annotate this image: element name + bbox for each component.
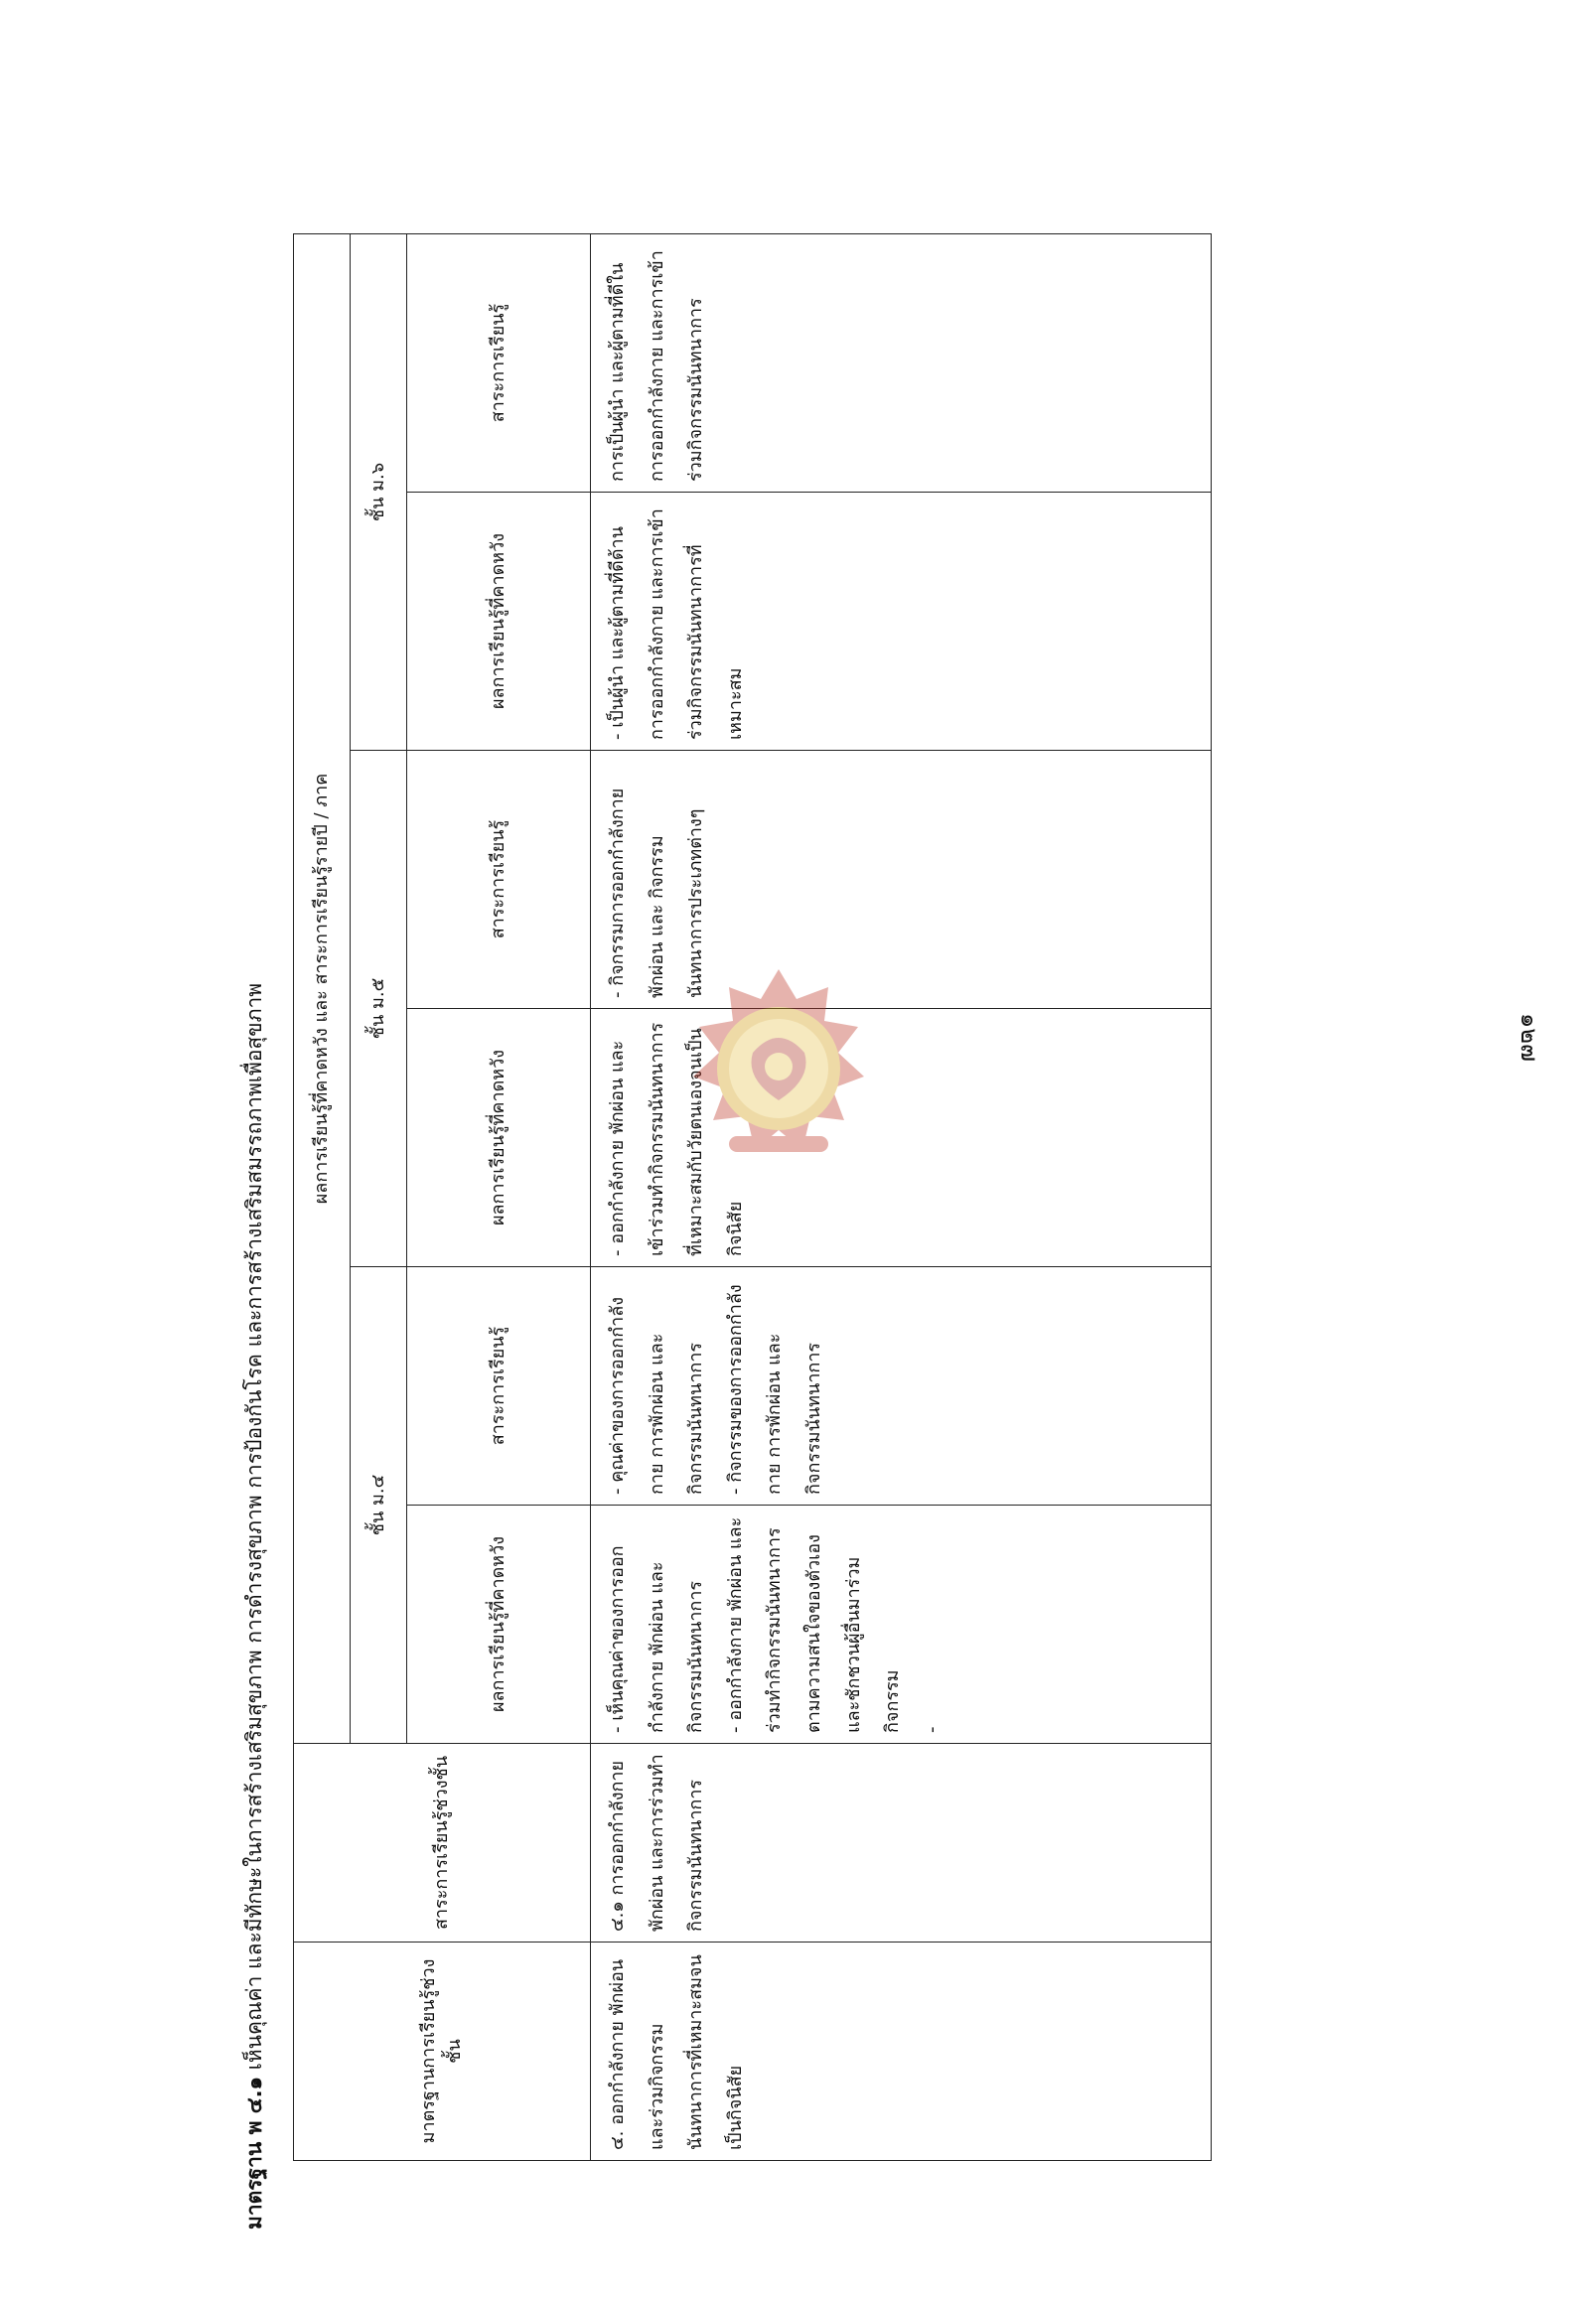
cell-standard: ๔. ออกกำลังกาย พักผ่อน และร่วมกิจกรรมนันทนาการที่เหมาะสมจนเป็นกิจนิสัย (591, 1943, 1212, 2161)
header-outcomes-group: ผลการเรียนรู้ที่คาดหวัง และ สาระการเรียนรู้รายปี / ภาค (294, 233, 351, 1743)
table-row (591, 233, 1212, 2160)
cell-m4-content (591, 1267, 1212, 1506)
cell-m5-content: - กิจกรรมการออกกำลังกาย พักผ่อน และ กิจกรรมนันทนาการประเภทต่างๆ (591, 751, 1212, 1009)
header-m6-content: สาระการเรียนรู้ (407, 233, 591, 492)
header-grade-4: ชั้น ม.๔ (351, 1267, 407, 1744)
cell-m6-content: การเป็นผู้นำ และผู้ตามที่ดีในการออกกำลังกาย และการเข้าร่วมกิจกรรมนันทนาการ (591, 233, 1212, 492)
header-standard: มาตรฐานการเรียนรู้ช่วงชั้น (294, 1943, 591, 2161)
m4-outcome-item-3: - (921, 1726, 943, 1733)
cell-content: ๔.๑ การออกกำลังกาย พักผ่อน และการร่วมทำกิจกรรมนันทนาการ (591, 1744, 1212, 1943)
cell-m4-outcome (591, 1506, 1212, 1744)
header-content: สาระการเรียนรู้ช่วงชั้น (294, 1744, 591, 1943)
rotated-table-wrapper (293, 234, 1212, 2161)
m4-content-item-2: - กิจกรรมของการออกกำลังกาย การพักผ่อน และกิจกรรมนันทนาการ (724, 1284, 824, 1495)
header-grade-5: ชั้น ม.๕ (351, 751, 407, 1267)
curriculum-table (293, 233, 1212, 2161)
emblem-watermark (677, 961, 880, 1180)
header-m6-outcome: ผลการเรียนรู้ที่คาดหวัง (407, 493, 591, 751)
standard-heading (238, 983, 271, 2230)
m4-content-item-1: - คุณค่าของการออกกำลังกาย การพักผ่อน และ กิจกรรมนันทนาการ (607, 1296, 707, 1495)
cell-m5-outcome: - ออกกำลังกาย พักผ่อน และเข้าร่วมทำกิจกรรมนันทนาการที่เหมาะสมกับวัยตนเองจนเป็นกิจนิสัย (591, 1009, 1212, 1267)
header-m4-outcome: ผลการเรียนรู้ที่คาดหวัง (407, 1506, 591, 1744)
cell-m6-outcome: - เป็นผู้นำ และผู้ตามที่ดีด้านการออกกำลังกาย และการเข้าร่วมกิจกรรมนันทนาการที่เหมาะสม (591, 493, 1212, 751)
page-number: ๑๒๗ (1516, 1013, 1543, 1063)
m4-outcome-item-2: - ออกกำลังกาย พักผ่อน และร่วมทำกิจกรรมนันทนาการตามความสนใจของตัวเอง และชักชวนผู้อื่นมาร่วมกิจกรรม (724, 1516, 904, 1733)
header-m5-content: สาระการเรียนรู้ (407, 751, 591, 1009)
header-grade-6: ชั้น ม.๖ (351, 233, 407, 750)
header-m4-content: สาระการเรียนรู้ (407, 1267, 591, 1506)
header-row-1 (294, 233, 351, 2160)
m4-outcome-item-1: - เห็นคุณค่าของการออกกำลังกาย พักผ่อน และ กิจกรรมนันทนาการ (607, 1545, 707, 1733)
header-m5-outcome: ผลการเรียนรู้ที่คาดหวัง (407, 1009, 591, 1267)
standard-code: มาตรฐาน พ ๔.๑ (242, 2077, 266, 2230)
seal-icon (693, 969, 864, 1152)
standard-description: เห็นคุณค่า และมีทักษะในการสร้างเสริมสุขภาพ การดำรงสุขภาพ การป้องกันโรค และการสร้างเสริมสมรรถภาพเพื่อสุขภาพ (242, 982, 266, 2071)
